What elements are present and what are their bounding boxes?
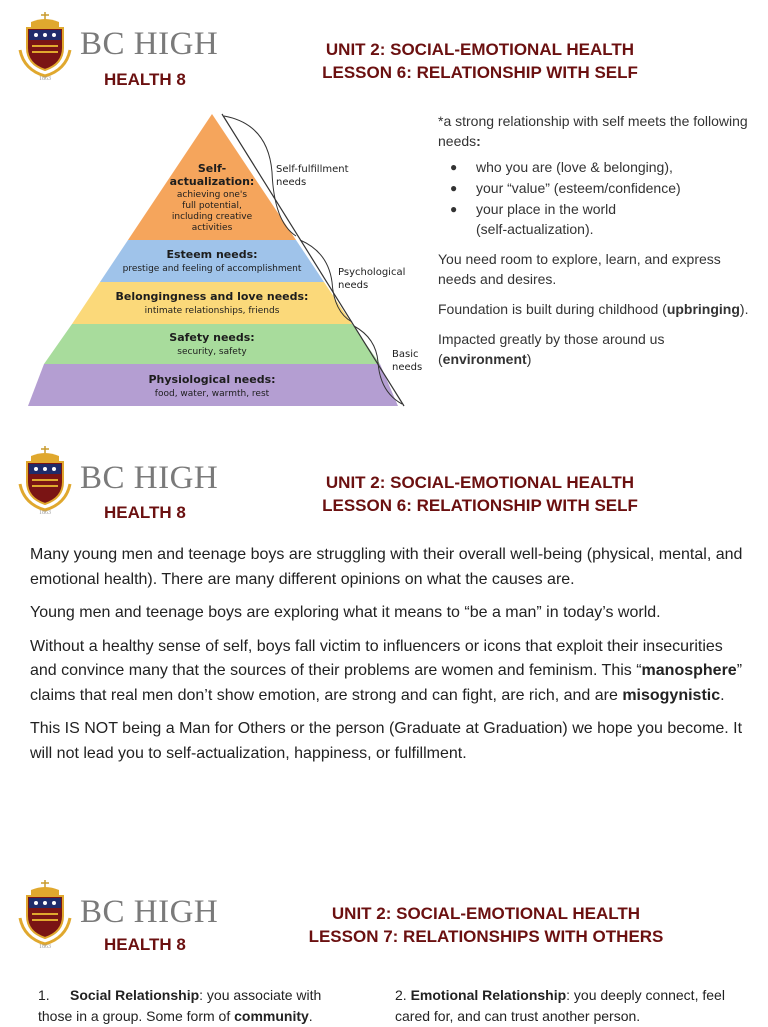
page-title: UNIT 2: SOCIAL-EMOTIONAL HEALTH LESSON 6: RELATIONSHIP WITH SELF: [322, 473, 638, 515]
svg-text:full potential,: full potential,: [182, 201, 242, 211]
svg-text:needs: needs: [276, 177, 307, 188]
course-label: HEALTH 8: [104, 503, 186, 522]
svg-text:Self-fulfillment: Self-fulfillment: [276, 164, 349, 175]
needs-list: [438, 157, 758, 239]
crest-icon: [18, 446, 72, 514]
course-label: HEALTH 8: [104, 70, 186, 89]
pyramid-level-belonging: [72, 282, 352, 324]
brand-name: BC HIGH: [80, 26, 219, 62]
list-item: ● your place in the world (self-actualization).: [450, 201, 617, 237]
svg-text:including creative: including creative: [171, 212, 253, 222]
environment-text: Impacted greatly by those around us (environment): [438, 331, 665, 367]
svg-text:activities: activities: [191, 223, 233, 233]
self-needs-panel: *a strong relationship with self meets the following needs: ● who you are (love & belonging), ● your “value” (esteem/confidence) ● your place in the world (self-actualization). You need room to explore, learn, and express needs and desires. Foundation is built during childhood (upbringing). Impacted greatly by those around us (environment): [438, 111, 758, 379]
be-a-man-paragraph: Young men and teenage boys are exploring what it means to “be a man” in today’s world.: [30, 604, 661, 621]
svg-text:1863: 1863: [39, 76, 51, 82]
svg-text:Basic: Basic: [392, 349, 419, 360]
svg-text:Psychological: Psychological: [338, 267, 406, 278]
list-item: ● your “value” (esteem/confidence): [450, 180, 681, 196]
svg-text:intimate relationships, friend: intimate relationships, friends: [144, 306, 280, 316]
svg-text:achieving one's: achieving one's: [176, 190, 248, 200]
relationship-type-emotional: 2. Emotional Relationship: you deeply connect, feel cared for, and can trust another person.: [395, 987, 725, 1024]
room-text: You need room to explore, learn, and express needs and desires.: [438, 251, 721, 287]
manosphere-paragraph: Without a healthy sense of self, boys fall victim to influencers or icons that exploit their insecurities and convince many that the sources of their problems are women and feminism. This “manosphere” claims that real men don’t show emotion, are strong and can fight, are rich, and are misogynistic.: [30, 637, 743, 704]
svg-text:needs: needs: [392, 362, 423, 373]
crest-icon: [18, 12, 72, 80]
svg-text:prestige and feeling of accomp: prestige and feeling of accomplishment: [122, 264, 302, 274]
wellbeing-paragraph: Many young men and teenage boys are struggling with their overall well-being (physical, mental, and emotional health). There are many different opinions on what the causes are.: [30, 546, 743, 588]
maslow-pyramid: [28, 112, 423, 410]
pyramid-level-safety: [44, 324, 380, 364]
svg-text:Belongingness and love needs:: Belongingness and love needs:: [115, 290, 309, 303]
man-for-others-paragraph: This IS NOT being a Man for Others or the person (Graduate at Graduation) we hope you become. It will not lead you to self-actualization, happiness, or fulfillment.: [30, 720, 743, 762]
svg-text:actualization:: actualization:: [169, 175, 255, 188]
manhood-article: [30, 543, 750, 775]
upbringing-text: Foundation is built during childhood (upbringing).: [438, 301, 749, 317]
page-title: UNIT 2: SOCIAL-EMOTIONAL HEALTH LESSON 6: RELATIONSHIP WITH SELF: [322, 40, 638, 82]
svg-text:security, safety: security, safety: [177, 347, 247, 357]
intro-text: *a strong relationship with self meets the following needs: [438, 113, 748, 149]
relationship-type-social: 1. Social Relationship: you associate with those in a group. Some form of community.: [38, 987, 322, 1024]
list-item: ● who you are (love & belonging),: [450, 159, 673, 175]
svg-text:food, water, warmth, rest: food, water, warmth, rest: [154, 389, 270, 399]
pyramid-level-esteem: [100, 240, 324, 282]
svg-text:Physiological needs:: Physiological needs:: [148, 373, 276, 386]
svg-text:1863: 1863: [39, 944, 51, 950]
svg-text:Safety needs:: Safety needs:: [169, 331, 255, 344]
svg-text:1863: 1863: [39, 510, 51, 516]
crest-icon: [18, 880, 72, 948]
course-label: HEALTH 8: [104, 935, 186, 954]
svg-text:Self-: Self-: [197, 162, 227, 175]
brand-name: BC HIGH: [80, 894, 219, 930]
svg-text:Esteem needs:: Esteem needs:: [166, 248, 258, 261]
brand-name: BC HIGH: [80, 460, 219, 496]
svg-text:needs: needs: [338, 280, 369, 291]
page-title: UNIT 2: SOCIAL-EMOTIONAL HEALTH LESSON 7: RELATIONSHIPS WITH OTHERS: [308, 904, 664, 946]
